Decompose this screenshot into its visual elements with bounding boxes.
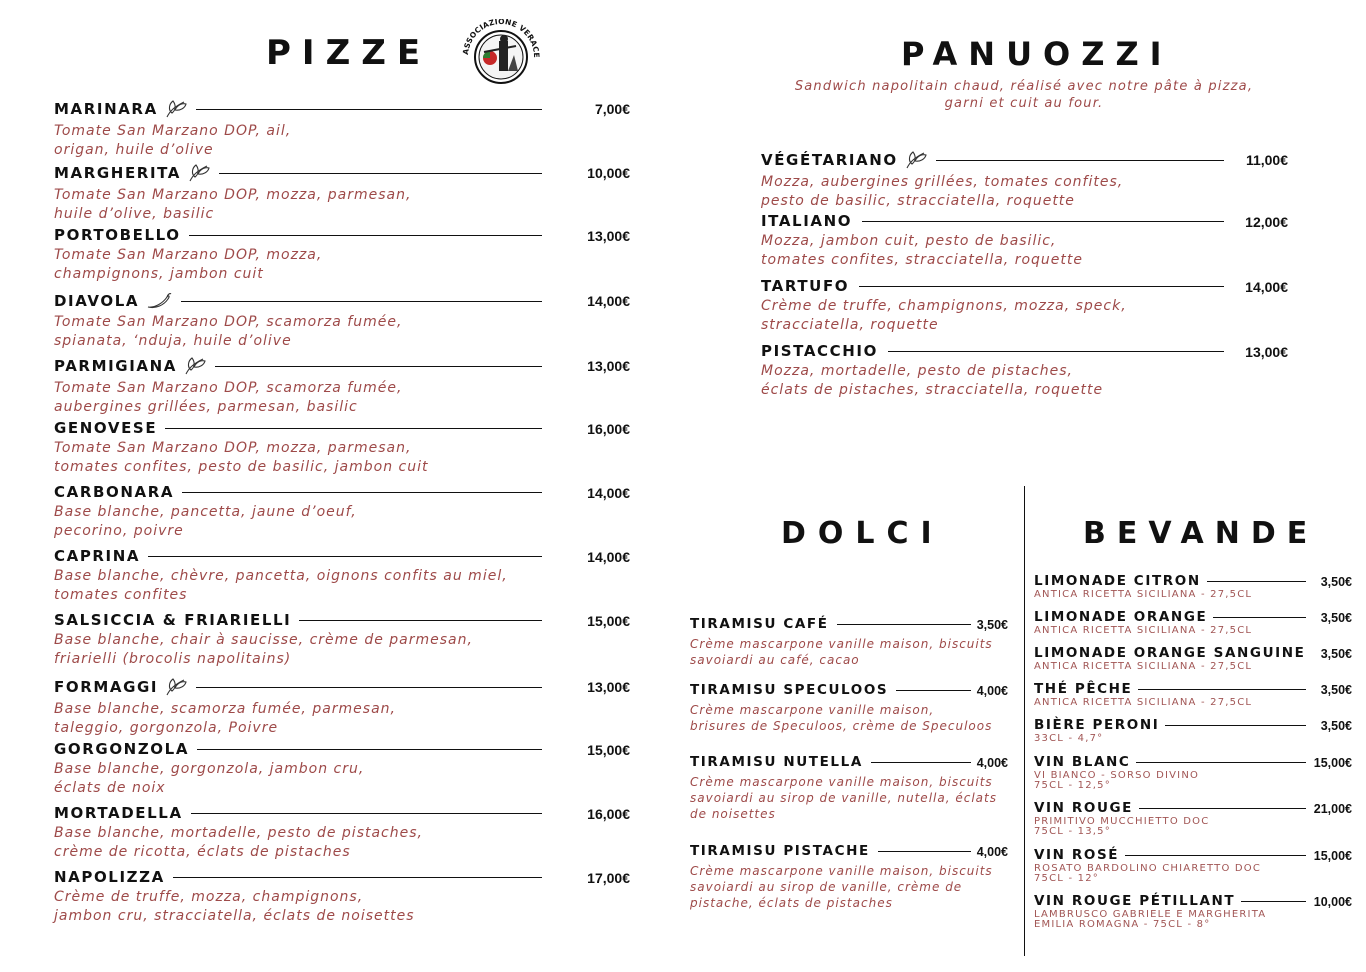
dolce-item-name: TIRAMISU PISTACHE: [690, 843, 870, 859]
boisson-item-limonade-orange-sanguine: [1034, 647, 1352, 672]
leader-line: [1138, 689, 1306, 690]
panuozzo-item-description: Crème de truffe, champignons, mozza, speck, stracciatella, roquette: [761, 298, 1127, 333]
dolce-item-name: TIRAMISU CAFÉ: [690, 616, 829, 632]
boisson-item-vin-rouge: [1034, 802, 1352, 838]
pizza-item-price: 14,00€: [587, 293, 630, 309]
panuozzo-item-name: PISTACCHIO: [761, 342, 878, 360]
boisson-item-name: THÉ PÊCHE: [1034, 681, 1133, 697]
panuozzo-item-header: [761, 344, 1288, 359]
pizza-item-header: [54, 292, 630, 310]
pizza-item-name: PORTOBELLO: [54, 226, 181, 244]
leader-line: [859, 286, 1224, 287]
boisson-item-price: 3,50€: [1320, 574, 1352, 589]
panuozzo-item-header: [761, 150, 1288, 170]
dolce-item-header: [690, 845, 1008, 859]
boisson-item-price: 3,50€: [1320, 682, 1352, 697]
pizza-item-description: Tomate San Marzano DOP, scamorza fumée, aubergines grillées, parmesan, basilic: [54, 380, 403, 415]
boisson-item-description: ANTICA RICETTA SICILIANA - 27,5CL: [1034, 660, 1253, 672]
pizza-item-description: Crème de truffe, mozza, champignons, jambon cru, stracciatella, éclats de noisettes: [54, 889, 415, 924]
pizza-item-description: Tomate San Marzano DOP, mozza, parmesan, huile d’olive, basilic: [54, 187, 412, 222]
boisson-item-the-peche: [1034, 683, 1352, 708]
pizza-item-description: Tomate San Marzano DOP, scamorza fumée, spianata, ‘nduja, huile d’olive: [54, 314, 403, 349]
leader-line: [181, 301, 542, 302]
pizza-item-parmigiana: [54, 356, 630, 416]
boisson-item-description: ANTICA RICETTA SICILIANA - 27,5CL: [1034, 624, 1253, 636]
pizza-item-marinara: [54, 99, 630, 159]
boisson-item-limonade-orange: [1034, 611, 1352, 636]
pizza-item-header: [54, 228, 630, 243]
dolce-item-price: 4,00€: [976, 755, 1008, 770]
pizza-item-name: MARGHERITA: [54, 163, 182, 182]
boisson-item-limonade-citron: [1034, 575, 1352, 600]
panuozzo-item-price: 14,00€: [1245, 278, 1288, 295]
dolce-item-description: Crème mascarpone vanille maison, biscuits savoiardi au sirop de vanille, nutella, éclats de noisettes: [690, 774, 997, 821]
leader-line: [197, 749, 542, 750]
pizza-item-name: NAPOLIZZA: [54, 868, 165, 886]
dolce-item-header: [690, 684, 1008, 698]
dolce-item-name: TIRAMISU NUTELLA: [690, 754, 863, 770]
pizza-item-caprina: [54, 549, 630, 604]
pizza-item-price: 16,00€: [587, 420, 630, 437]
dolce-item-tiramisu-cafe: [690, 618, 1008, 668]
leader-line: [837, 624, 971, 625]
pizza-item-gorgonzola: [54, 742, 630, 797]
pizza-item-name: CARBONARA: [54, 483, 175, 501]
pizza-item-price: 15,00€: [587, 741, 630, 758]
panuozzo-item-vegetariano: [761, 150, 1288, 210]
pizza-item-mortadella: [54, 806, 630, 861]
bevande-title: BEVANDE: [1083, 516, 1319, 551]
pizza-item-price: 14,00€: [587, 484, 630, 501]
boisson-item-price: 15,00€: [1313, 755, 1352, 770]
leader-line: [888, 351, 1224, 352]
leader-line: [215, 366, 542, 367]
pizza-item-salsiccia-and-friarielli: [54, 613, 630, 668]
panuozzo-item-name: VÉGÉTARIANO: [761, 150, 898, 169]
pizza-item-description: Base blanche, scamorza fumée, parmesan, taleggio, gorgonzola, Poivre: [54, 701, 396, 736]
pizza-item-header: [54, 356, 630, 376]
boisson-item-name: VIN ROUGE PÉTILLANT: [1034, 893, 1236, 909]
leader-line: [1139, 808, 1306, 809]
panuozzo-item-description: Mozza, jambon cuit, pesto de basilic, tomates confites, stracciatella, roquette: [761, 233, 1083, 268]
leader-line: [196, 687, 542, 688]
pizza-item-price: 17,00€: [587, 869, 630, 886]
panuozzo-item-description: Mozza, mortadelle, pesto de pistaches, éclats de pistaches, stracciatella, roquette: [761, 363, 1104, 398]
boisson-item-name: BIÈRE PERONI: [1034, 717, 1160, 733]
leader-line: [1207, 581, 1306, 582]
pizza-item-name: GENOVESE: [54, 419, 158, 437]
chili-icon: [145, 292, 173, 310]
boisson-item-vin-rouge-petillant: [1034, 895, 1352, 931]
pizza-item-price: 10,00€: [587, 165, 630, 181]
dolce-item-price: 3,50€: [976, 617, 1008, 632]
pizza-item-header: [54, 677, 630, 697]
dolci-title: DOLCI: [781, 516, 944, 551]
boisson-item-price: 3,50€: [1320, 646, 1352, 661]
leader-line: [148, 556, 542, 557]
pizza-item-price: 15,00€: [587, 612, 630, 629]
avpn-logo-graphic: [458, 19, 544, 91]
pizza-item-price: 13,00€: [587, 227, 630, 244]
pizza-item-description: Base blanche, gorgonzola, jambon cru, éclats de noix: [54, 761, 365, 796]
leader-line: [871, 762, 971, 763]
pizza-item-name: FORMAGGI: [54, 677, 159, 696]
boisson-item-header: [1034, 647, 1352, 661]
boisson-item-biere-peroni: [1034, 719, 1352, 744]
panuozzo-item-italiano: [761, 214, 1288, 269]
pizza-item-price: 14,00€: [587, 548, 630, 565]
leaf-icon: [904, 150, 928, 170]
pizza-item-header: [54, 99, 630, 119]
boisson-item-price: 3,50€: [1320, 610, 1352, 625]
boisson-item-header: [1034, 895, 1352, 909]
pizza-item-genovese: [54, 421, 630, 476]
leader-line: [878, 851, 971, 852]
boisson-item-header: [1034, 802, 1352, 816]
leader-line: [936, 160, 1224, 161]
boisson-item-name: VIN ROSÉ: [1034, 847, 1120, 863]
pizza-item-description: Base blanche, pancetta, jaune d’oeuf, pecorino, poivre: [54, 504, 357, 539]
boisson-item-header: [1034, 849, 1352, 863]
boisson-item-description: LAMBRUSCO GABRIELE E MARGHERITA EMILIA ROMAGNA - 75CL - 8°: [1034, 908, 1267, 931]
panuozzi-subtitle: Sandwich napolitain chaud, réalisé avec notre pâte à pizza, garni et cuit au four.: [794, 79, 1254, 111]
leader-line: [1241, 901, 1306, 902]
pizza-item-napolizza: [54, 870, 630, 925]
pizza-item-header: [54, 870, 630, 885]
boisson-item-name: VIN BLANC: [1034, 754, 1131, 770]
panuozzo-item-header: [761, 279, 1288, 294]
panuozzo-item-price: 11,00€: [1245, 152, 1288, 168]
pizza-item-price: 13,00€: [587, 679, 630, 695]
pizza-item-diavola: [54, 292, 630, 350]
pizza-item-price: 13,00€: [587, 358, 630, 374]
pizza-item-name: SALSICCIA & FRIARIELLI: [54, 611, 292, 629]
dolce-item-name: TIRAMISU SPECULOOS: [690, 682, 889, 698]
pizza-item-description: Base blanche, chèvre, pancetta, oignons confits au miel, tomates confites: [54, 568, 508, 603]
boisson-item-price: 15,00€: [1313, 848, 1352, 863]
boisson-item-vin-rose: [1034, 849, 1352, 885]
leaf-icon: [164, 99, 188, 119]
dolce-item-description: Crème mascarpone vanille maison, biscuits savoiardi au café, cacao: [690, 636, 993, 667]
panuozzo-item-header: [761, 214, 1288, 229]
leader-line: [299, 620, 542, 621]
panuozzo-item-price: 13,00€: [1245, 343, 1288, 360]
boisson-item-price: 3,50€: [1320, 718, 1352, 733]
leader-line: [1125, 855, 1306, 856]
dolce-item-header: [690, 618, 1008, 632]
column-divider: [1024, 486, 1025, 956]
panuozzi-title: PANUOZZI: [901, 35, 1173, 73]
pizze-title: PIZZE: [266, 33, 432, 73]
leader-line: [1136, 762, 1306, 763]
pizza-item-name: MORTADELLA: [54, 804, 183, 822]
panuozzo-item-pistacchio: [761, 344, 1288, 399]
pizza-item-price: 16,00€: [587, 805, 630, 822]
boisson-item-price: 10,00€: [1313, 894, 1352, 909]
pizza-item-header: [54, 549, 630, 564]
dolce-item-description: Crème mascarpone vanille maison, brisures de Speculoos, crème de Speculoos: [690, 702, 993, 733]
leaf-icon: [183, 356, 207, 376]
boisson-item-vin-blanc: [1034, 756, 1352, 792]
pizza-item-name: CAPRINA: [54, 547, 141, 565]
dolce-item-header: [690, 756, 1008, 770]
avpn-logo: [458, 19, 544, 91]
leader-line: [189, 235, 542, 236]
boisson-item-price: 21,00€: [1313, 801, 1352, 816]
boisson-item-description: VI BIANCO - SORSO DIVINO 75CL - 12,5°: [1034, 769, 1200, 792]
pizza-item-description: Tomate San Marzano DOP, mozza, parmesan, tomates confites, pesto de basilic, jambon cuit: [54, 440, 429, 475]
leader-line: [1165, 725, 1306, 726]
boisson-item-header: [1034, 719, 1352, 733]
boisson-item-description: ANTICA RICETTA SICILIANA - 27,5CL: [1034, 696, 1253, 708]
leaf-icon: [164, 677, 188, 697]
boisson-item-header: [1034, 611, 1352, 625]
leader-line: [196, 109, 542, 110]
pizza-item-margherita: [54, 163, 630, 223]
pizza-item-description: Base blanche, mortadelle, pesto de pistaches, crème de ricotta, éclats de pistaches: [54, 825, 423, 860]
pizza-item-name: PARMIGIANA: [54, 356, 177, 375]
boisson-item-header: [1034, 756, 1352, 770]
pizza-item-description: Tomate San Marzano DOP, mozza, champignons, jambon cuit: [54, 247, 323, 282]
pizza-item-formaggi: [54, 677, 630, 737]
boisson-item-name: LIMONADE ORANGE: [1034, 609, 1208, 625]
leader-line: [191, 813, 542, 814]
pizza-item-header: [54, 163, 630, 183]
pizza-item-description: Base blanche, chair à saucisse, crème de parmesan, friarielli (brocolis napolitains): [54, 632, 473, 667]
leader-line: [862, 221, 1224, 222]
avpn-logo-text: ASSOCIAZIONE VERACE: [461, 19, 542, 59]
leader-line: [219, 173, 542, 174]
boisson-item-name: VIN ROUGE: [1034, 800, 1134, 816]
pizza-item-header: [54, 613, 630, 628]
pizza-item-header: [54, 485, 630, 500]
dolce-item-tiramisu-pistache: [690, 845, 1008, 911]
panuozzo-item-description: Mozza, aubergines grillées, tomates confites, pesto de basilic, stracciatella, roquette: [761, 174, 1124, 209]
pizza-item-price: 7,00€: [594, 101, 630, 117]
leader-line: [1213, 617, 1306, 618]
panuozzo-item-price: 12,00€: [1245, 213, 1288, 230]
panuozzo-item-tartufo: [761, 279, 1288, 334]
pizza-item-header: [54, 806, 630, 821]
boisson-item-description: ANTICA RICETTA SICILIANA - 27,5CL: [1034, 588, 1253, 600]
leader-line: [182, 492, 542, 493]
leader-line: [165, 428, 542, 429]
dolce-item-tiramisu-nutella: [690, 756, 1008, 822]
pizza-item-name: GORGONZOLA: [54, 740, 190, 758]
boisson-item-header: [1034, 575, 1352, 589]
dolce-item-description: Crème mascarpone vanille maison, biscuits savoiardi au sirop de vanille, crème de pistache, éclats de pistaches: [690, 863, 993, 910]
boisson-item-description: ROSATO BARDOLINO CHIARETTO DOC 75CL - 12°: [1034, 862, 1262, 885]
leader-line: [896, 690, 971, 691]
panuozzo-item-name: ITALIANO: [761, 212, 853, 230]
pizza-item-portobello: [54, 228, 630, 283]
pizza-item-name: DIAVOLA: [54, 291, 140, 310]
dolce-item-tiramisu-speculoos: [690, 684, 1008, 734]
boisson-item-description: PRIMITIVO MUCCHIETTO DOC 75CL - 13,5°: [1034, 815, 1210, 838]
leaf-icon: [187, 163, 211, 183]
dolce-item-price: 4,00€: [976, 683, 1008, 698]
pizza-item-header: [54, 421, 630, 436]
boisson-item-header: [1034, 683, 1352, 697]
dolce-item-price: 4,00€: [976, 844, 1008, 859]
leader-line: [173, 877, 542, 878]
pizza-item-carbonara: [54, 485, 630, 540]
pizza-item-description: Tomate San Marzano DOP, ail, origan, huile d’olive: [54, 123, 292, 158]
boisson-item-name: LIMONADE CITRON: [1034, 573, 1201, 589]
pizza-item-header: [54, 742, 630, 757]
boisson-item-description: 33CL - 4,7°: [1034, 732, 1104, 744]
boisson-item-name: LIMONADE ORANGE SANGUINE: [1034, 645, 1306, 661]
panuozzo-item-name: TARTUFO: [761, 277, 850, 295]
pizza-item-name: MARINARA: [54, 99, 158, 118]
